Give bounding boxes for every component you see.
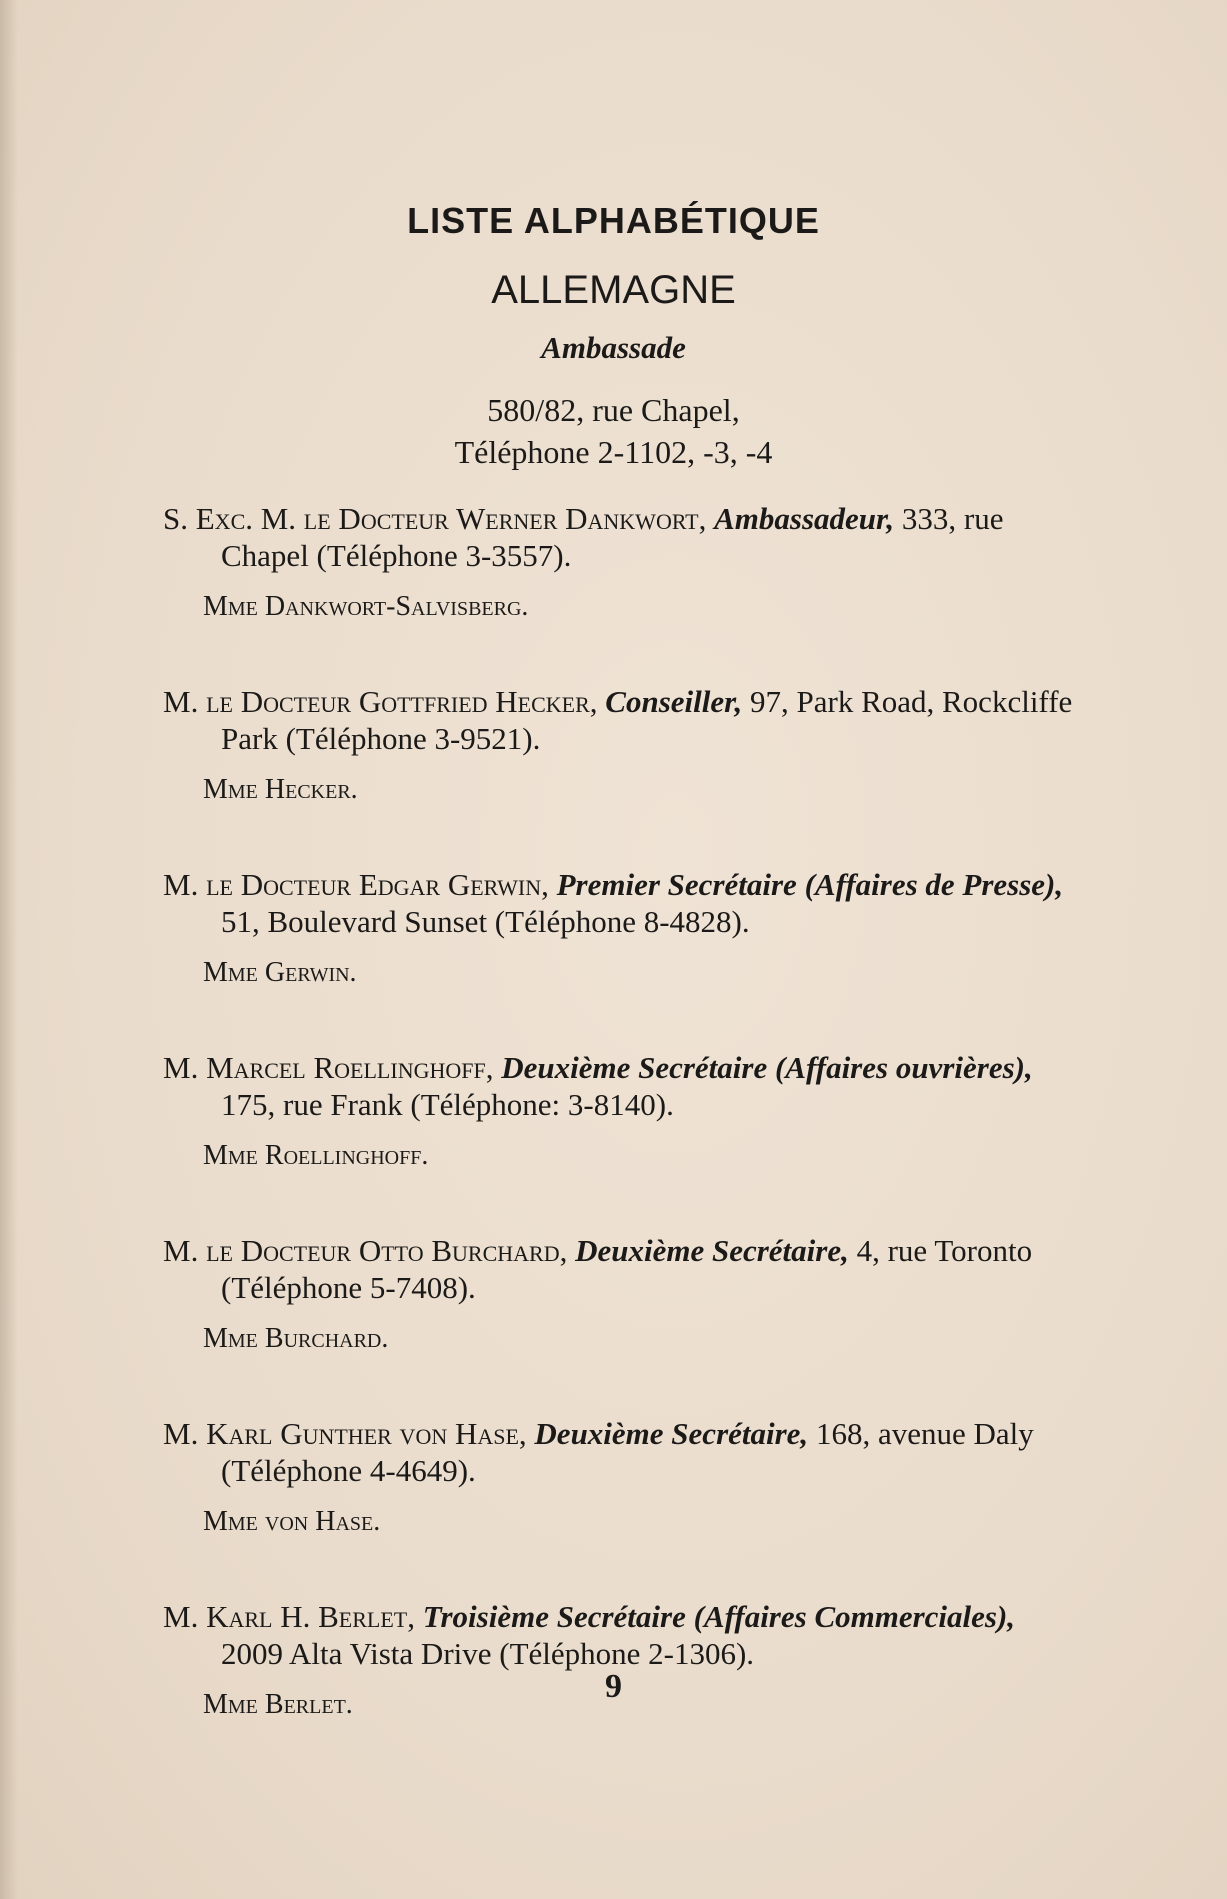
- staff-details: 4, rue Toronto (Téléphone 5-7408).: [221, 1233, 1033, 1305]
- staff-role: Deuxième Secrétaire (Affaires ouvrières),: [501, 1050, 1033, 1085]
- staff-details: 2009 Alta Vista Drive (Téléphone 2-1306).: [221, 1636, 755, 1671]
- spouse-name: Mme von Hase.: [203, 1506, 381, 1537]
- staff-name: M. le Docteur Otto Burchard,: [163, 1233, 568, 1268]
- staff-name: M. Marcel Roellinghoff,: [163, 1050, 494, 1085]
- staff-name: M. Karl Gunther von Hase,: [163, 1416, 527, 1451]
- list-item: [163, 1415, 1083, 1540]
- staff-list: [163, 500, 1083, 1723]
- staff-name: M. le Docteur Gottfried Hecker,: [163, 684, 598, 719]
- staff-role: Deuxième Secrétaire,: [575, 1233, 849, 1268]
- spouse-name: Mme Hecker.: [203, 774, 358, 805]
- staff-details: 175, rue Frank (Téléphone: 3-8140).: [221, 1087, 674, 1122]
- embassy-address: 580/82, rue Chapel,: [487, 392, 740, 428]
- list-item: [163, 500, 1083, 625]
- staff-details: 97, Park Road, Rockcliffe Park (Téléphone 3-9521).: [221, 684, 1073, 756]
- spouse-name: Mme Berlet.: [203, 1689, 353, 1720]
- staff-details: 51, Boulevard Sunset (Téléphone 8-4828).: [221, 904, 750, 939]
- staff-details: 168, avenue Daly (Téléphone 4-4649).: [221, 1416, 1034, 1488]
- section-heading: Ambassade: [541, 330, 686, 365]
- list-item: [163, 1049, 1083, 1174]
- staff-name: S. Exc. M. le Docteur Werner Dankwort,: [163, 501, 707, 536]
- staff-role: Conseiller,: [605, 684, 743, 719]
- staff-role: Premier Secrétaire (Affaires de Presse),: [556, 867, 1064, 902]
- list-item: [163, 866, 1083, 991]
- staff-role: Troisième Secrétaire (Affaires Commerciales),: [422, 1599, 1016, 1634]
- list-item: [163, 683, 1083, 808]
- spouse-name: Mme Gerwin.: [203, 957, 357, 988]
- staff-name: M. Karl H. Berlet,: [163, 1599, 415, 1634]
- staff-name: M. le Docteur Edgar Gerwin,: [163, 867, 549, 902]
- spouse-name: Mme Burchard.: [203, 1323, 389, 1354]
- page-number: 9: [605, 1668, 622, 1705]
- staff-role: Deuxième Secrétaire,: [534, 1416, 809, 1451]
- staff-role: Ambassadeur,: [714, 501, 895, 536]
- spouse-name: Mme Dankwort-Salvisberg.: [203, 591, 529, 622]
- embassy-telephone: Téléphone 2-1102, -3, -4: [454, 434, 773, 470]
- spouse-name: Mme Roellinghoff.: [203, 1140, 429, 1171]
- country-heading: ALLEMAGNE: [491, 268, 736, 312]
- page-title: LISTE ALPHABÉTIQUE: [407, 200, 820, 241]
- staff-details: 333, rue Chapel (Téléphone 3-3557).: [221, 501, 1004, 573]
- list-item: [163, 1232, 1083, 1357]
